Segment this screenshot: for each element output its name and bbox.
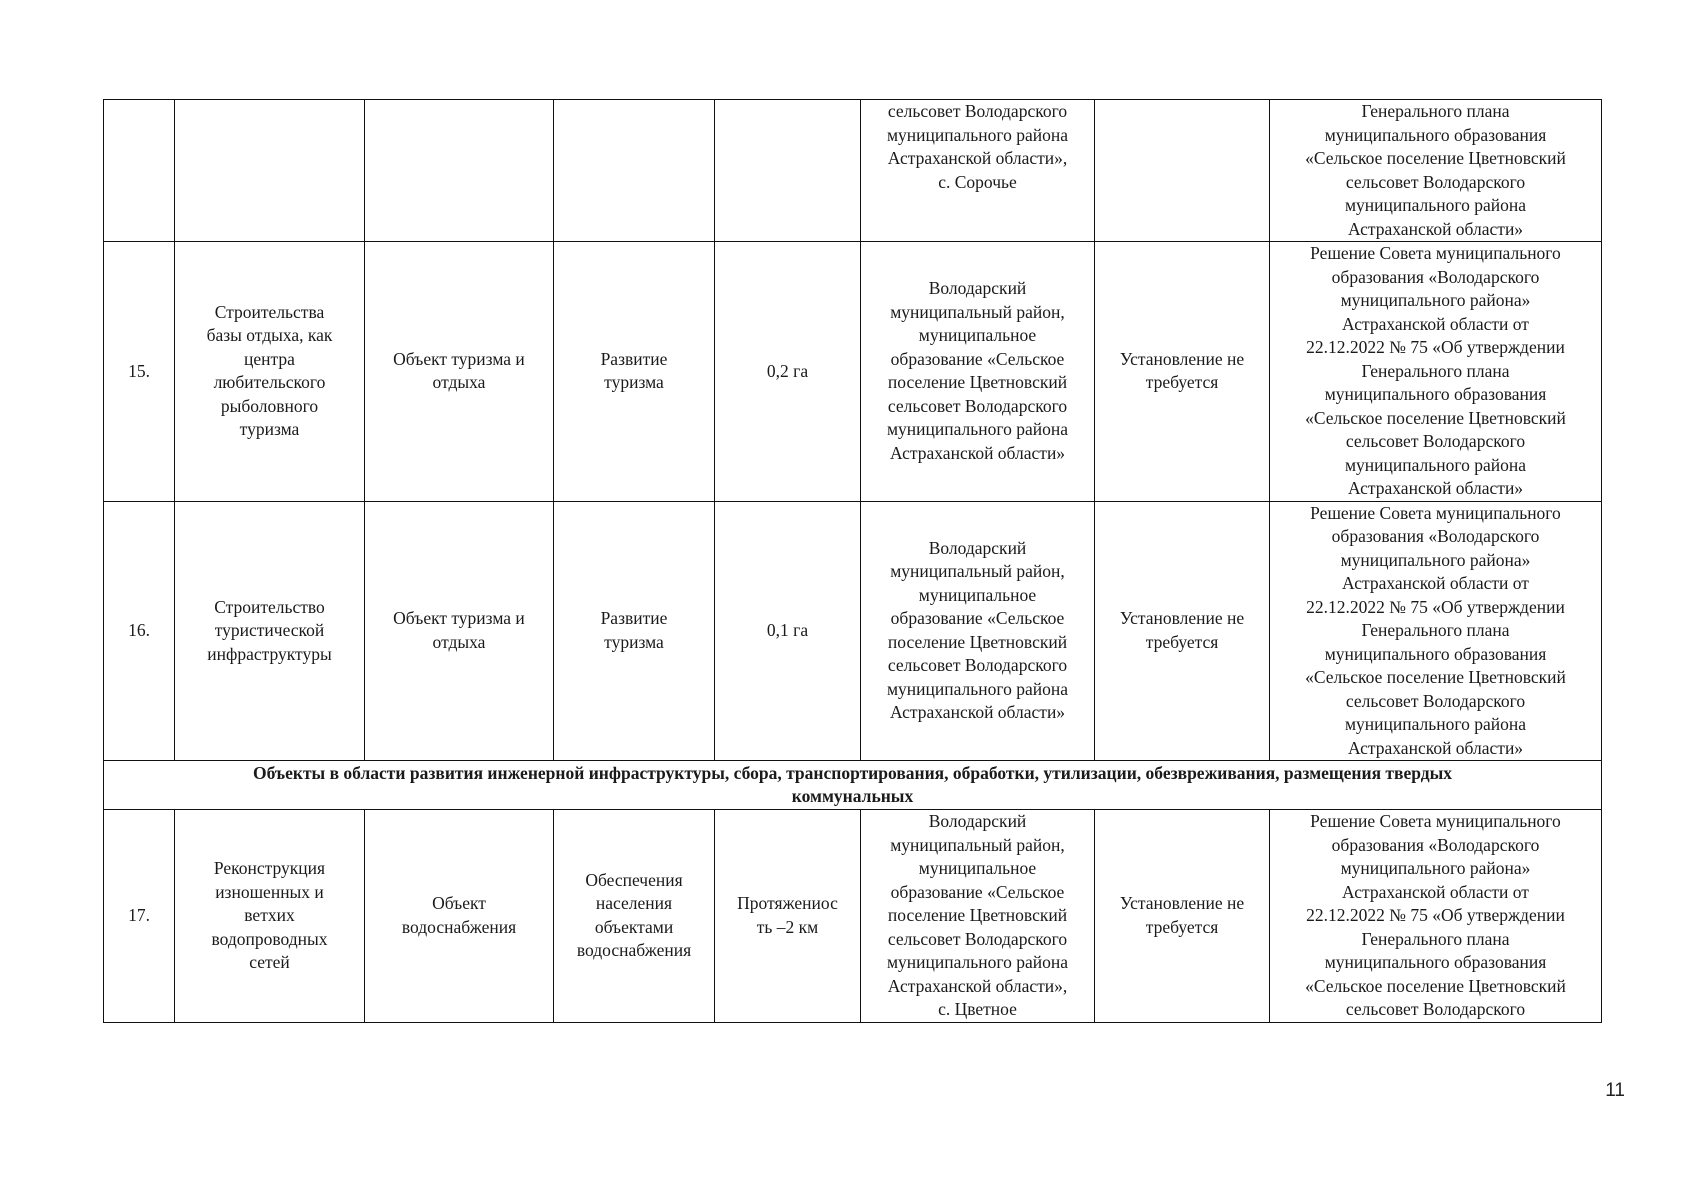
purpose-cell <box>554 100 715 242</box>
location-cell: Володарский муниципальный район, муниципальное образование «Сельское поселение Цветновский сельсовет Володарского муниципального района Астраханской области», с. Цветное <box>861 810 1095 1023</box>
planning-objects-table <box>103 99 1602 1023</box>
section-heading-row <box>104 761 1602 810</box>
row-number-cell: 17. <box>104 810 175 1023</box>
characteristics-cell: Протяжениос ть –2 км <box>715 810 861 1023</box>
characteristics-cell <box>715 100 861 242</box>
object-type-cell <box>365 100 554 242</box>
purpose-cell: Развитие туризма <box>554 501 715 761</box>
basis-cell: Решение Совета муниципального образования «Володарского муниципального района» Астраханской области от 22.12.2022 № 75 «Об утверждении Генерального плана муниципального образования «Сельское поселение Цветновский сельсовет Володарского муниципального района Астраханской области» <box>1270 501 1602 761</box>
location-cell: Володарский муниципальный район, муниципальное образование «Сельское поселение Цветновский сельсовет Володарского муниципального района Астраханской области» <box>861 501 1095 761</box>
basis-cell: Генерального плана муниципального образования «Сельское поселение Цветновский сельсовет Володарского муниципального района Астраханской области» <box>1270 100 1602 242</box>
section-heading: Объекты в области развития инженерной инфраструктуры, сбора, транспортирования, обработки, утилизации, обезвреживания, размещения твердых коммунальных <box>104 761 1602 810</box>
purpose-cell: Обеспечения населения объектами водоснабжения <box>554 810 715 1023</box>
row-number-cell <box>104 100 175 242</box>
zones-cell: Установление не требуется <box>1095 810 1270 1023</box>
object-name-cell: Строительства базы отдыха, как центра любительского рыболовного туризма <box>175 242 365 502</box>
characteristics-cell: 0,1 га <box>715 501 861 761</box>
table-row <box>104 242 1602 502</box>
object-type-cell: Объект туризма и отдыха <box>365 242 554 502</box>
basis-cell: Решение Совета муниципального образования «Володарского муниципального района» Астраханской области от 22.12.2022 № 75 «Об утверждении Генерального плана муниципального образования «Сельское поселение Цветновский сельсовет Володарского <box>1270 810 1602 1023</box>
table-row <box>104 810 1602 1023</box>
row-number-cell: 15. <box>104 242 175 502</box>
zones-cell: Установление не требуется <box>1095 242 1270 502</box>
location-cell: сельсовет Володарского муниципального района Астраханской области», с. Сорочье <box>861 100 1095 242</box>
location-cell: Володарский муниципальный район, муниципальное образование «Сельское поселение Цветновский сельсовет Володарского муниципального района Астраханской области» <box>861 242 1095 502</box>
zones-cell <box>1095 100 1270 242</box>
row-number-cell: 16. <box>104 501 175 761</box>
object-type-cell: Объект водоснабжения <box>365 810 554 1023</box>
object-name-cell: Строительство туристической инфраструктуры <box>175 501 365 761</box>
object-type-cell: Объект туризма и отдыха <box>365 501 554 761</box>
purpose-cell: Развитие туризма <box>554 242 715 502</box>
basis-cell: Решение Совета муниципального образования «Володарского муниципального района» Астраханской области от 22.12.2022 № 75 «Об утверждении Генерального плана муниципального образования «Сельское поселение Цветновский сельсовет Володарского муниципального района Астраханской области» <box>1270 242 1602 502</box>
object-name-cell <box>175 100 365 242</box>
table-row <box>104 100 1602 242</box>
zones-cell: Установление не требуется <box>1095 501 1270 761</box>
page-number: 11 <box>1605 1080 1625 1101</box>
object-name-cell: Реконструкция изношенных и ветхих водопроводных сетей <box>175 810 365 1023</box>
table-row <box>104 501 1602 761</box>
characteristics-cell: 0,2 га <box>715 242 861 502</box>
